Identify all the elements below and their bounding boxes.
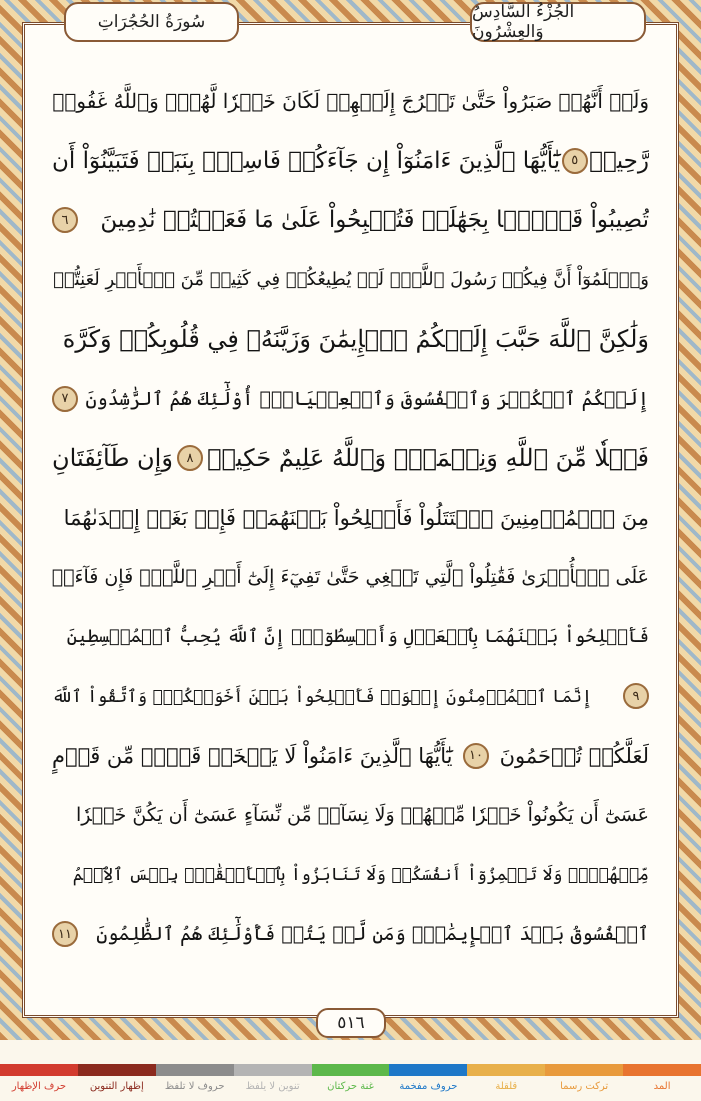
line-text: تُصِيبُواْ قَوۡمَۢا بِجَهَٰلَةٖ فَتُصۡبِحُواْ عَلَىٰ مَا فَعَلۡتُمۡ نَٰدِمِينَ xyxy=(100,207,649,233)
legend-label: قلقلة xyxy=(495,1081,518,1092)
line-text-continued: إِنَّمَا ٱلۡمُؤۡمِنُونَ إِخۡوَةٞ فَأَصۡلِحُواْ بَيۡنَ أَخَوَيۡكُمۡۚ وَٱتَّقُواْ ٱللَّهَ xyxy=(52,686,592,707)
ayah-line xyxy=(52,849,649,901)
ayah-number-marker: ٩ xyxy=(623,683,649,709)
legend-label: حروف لا تلفظ xyxy=(164,1081,225,1092)
ayah-line xyxy=(52,135,649,187)
line-text: وَلَوۡ أَنَّهُمۡ صَبَرُواْ حَتَّىٰ تَخۡرُجَ إِلَيۡهِمۡ لَكَانَ خَيۡرٗا لَّهُمۡۚ وَٱللَّهُ غَفُورٞ xyxy=(52,89,649,113)
ayah-number-marker: ١٠ xyxy=(463,743,489,769)
line-text: مِنَ ٱلۡمُؤۡمِنِينَ ٱقۡتَتَلُواْ فَأَصۡلِحُواْ بَيۡنَهُمَاۖ فَإِنۢ بَغَتۡ إِحۡدَىٰهُمَا xyxy=(63,505,649,530)
ayah-line xyxy=(52,492,649,544)
ayah-line xyxy=(52,611,649,663)
line-text: رَّحِيمٞ xyxy=(589,147,649,174)
line-text: لَعَلَّكُمۡ تُرۡحَمُونَ xyxy=(499,743,649,768)
ayah-line xyxy=(52,75,649,127)
legend-color-bar xyxy=(78,1064,156,1076)
line-text: ٱلۡفُسُوقُ بَعۡدَ ٱلۡإِيمَٰنِۚ وَمَن لَّمۡ يَتُبۡ فَأُوْلَٰٓئِكَ هُمُ ٱلظَّٰلِمُونَ xyxy=(96,923,649,945)
tajweed-legend-bars xyxy=(0,1064,701,1076)
line-text-continued: يَٰٓأَيُّهَا ٱلَّذِينَ ءَامَنُوٓاْ إِن جَآءَكُمۡ فَاسِقُۢ بِنَبَإٖ فَتَبَيَّنُوٓاْ أَن xyxy=(52,147,561,174)
juz-name-header: الجُزْءُ السَّادِسُ وَالعِشْرُونَ xyxy=(470,2,646,42)
line-text: فَضۡلٗا مِّنَ ٱللَّهِ وَنِعۡمَةٗۚ وَٱللَّهُ عَلِيمٌ حَكِيمٞ xyxy=(207,444,649,472)
line-text: عَلَى ٱلۡأُخۡرَىٰ فَقَٰتِلُواْ ٱلَّتِي تَبۡغِي حَتَّىٰ تَفِيٓءَ إِلَىٰٓ أَمۡرِ ٱللَّهِۚ فَإِن فَآءَتۡ xyxy=(52,566,649,588)
ayah-number-marker: ٦ xyxy=(52,207,78,233)
line-text: إِلَيۡكُمُ ٱلۡكُفۡرَ وَٱلۡفُسُوقَ وَٱلۡعِصۡيَانَۚ أُوْلَٰٓئِكَ هُمُ ٱلرَّٰشِدُونَ xyxy=(85,387,649,410)
ayah-line xyxy=(52,313,649,365)
legend-label: إظهار التنوين xyxy=(89,1081,144,1092)
legend-color-bar xyxy=(467,1064,545,1076)
ayah-line xyxy=(52,908,649,960)
legend-label: حروف مفخمة xyxy=(399,1081,458,1092)
ayah-number-marker: ٧ xyxy=(52,386,78,412)
legend-label: غنة حركتان xyxy=(327,1081,374,1092)
legend-color-bar xyxy=(545,1064,623,1076)
line-text-continued: يَٰٓأَيُّهَا ٱلَّذِينَ ءَامَنُواْ لَا يَسۡخَرۡ قَوۡمٞ مِّن قَوۡمٍ xyxy=(52,743,453,768)
quran-text xyxy=(52,75,649,975)
ayah-number-marker: ٥ xyxy=(562,148,588,174)
line-text: وَلَٰكِنَّ ٱللَّهَ حَبَّبَ إِلَيۡكُمُ ٱلۡإِيمَٰنَ وَزَيَّنَهُۥ فِي قُلُوبِكُمۡ وَكَرَّهَ xyxy=(62,325,649,353)
legend-label: المد xyxy=(653,1081,671,1092)
line-text: مِّنۡهُنَّۖ وَلَا تَلۡمِزُوٓاْ أَنفُسَكُمۡ وَلَا تَنَابَزُواْ بِٱلۡأَلۡقَٰبِۖ بِئۡسَ ٱلِٱسۡمُ xyxy=(72,865,649,885)
ayah-line xyxy=(52,254,649,306)
line-text: عَسَىٰٓ أَن يَكُونُواْ خَيۡرٗا مِّنۡهُمۡ وَلَا نِسَآءٞ مِّن نِّسَآءٍ عَسَىٰٓ أَن يَكُنَّ خَيۡرٗا xyxy=(75,804,649,826)
line-text: فَأَصۡلِحُواْ بَيۡنَهُمَا بِٱلۡعَدۡلِ وَأَقۡسِطُوٓاْۖ إِنَّ ٱللَّهَ يُحِبُّ ٱلۡمُقۡسِطِينَ xyxy=(66,626,649,647)
ayah-line xyxy=(52,730,649,782)
ayah-line xyxy=(52,432,649,484)
line-text: وَٱعۡلَمُوٓاْ أَنَّ فِيكُمۡ رَسُولَ ٱللَّهِۚ لَوۡ يُطِيعُكُمۡ فِي كَثِيرٖ مِّنَ ٱلۡأَمۡرِ لَعَنِتُّمۡ xyxy=(53,269,649,290)
tajweed-legend-labels xyxy=(0,1081,701,1097)
legend-label: حرف الإظهار xyxy=(11,1081,67,1092)
legend-color-bar xyxy=(623,1064,701,1076)
legend-label: تركت رسما xyxy=(560,1081,609,1092)
legend-color-bar xyxy=(389,1064,467,1076)
ayah-line xyxy=(52,670,649,722)
ayah-line xyxy=(52,194,649,246)
ayah-number-marker: ١١ xyxy=(52,921,78,947)
ayah-line xyxy=(52,373,649,425)
legend-color-bar xyxy=(156,1064,234,1076)
legend-color-bar xyxy=(234,1064,312,1076)
line-text-continued: وَإِن طَآئِفَتَانِ xyxy=(52,444,173,472)
ayah-number-marker: ٨ xyxy=(177,445,203,471)
legend-label: تنوين لا يلفظ xyxy=(245,1081,300,1092)
legend-color-bar xyxy=(312,1064,390,1076)
ayah-line xyxy=(52,789,649,841)
legend-color-bar xyxy=(0,1064,78,1076)
surah-name-header: سُورَةُ الحُجُرَاتِ xyxy=(64,2,239,42)
ayah-line xyxy=(52,551,649,603)
page-number: ٥١٦ xyxy=(316,1008,386,1038)
